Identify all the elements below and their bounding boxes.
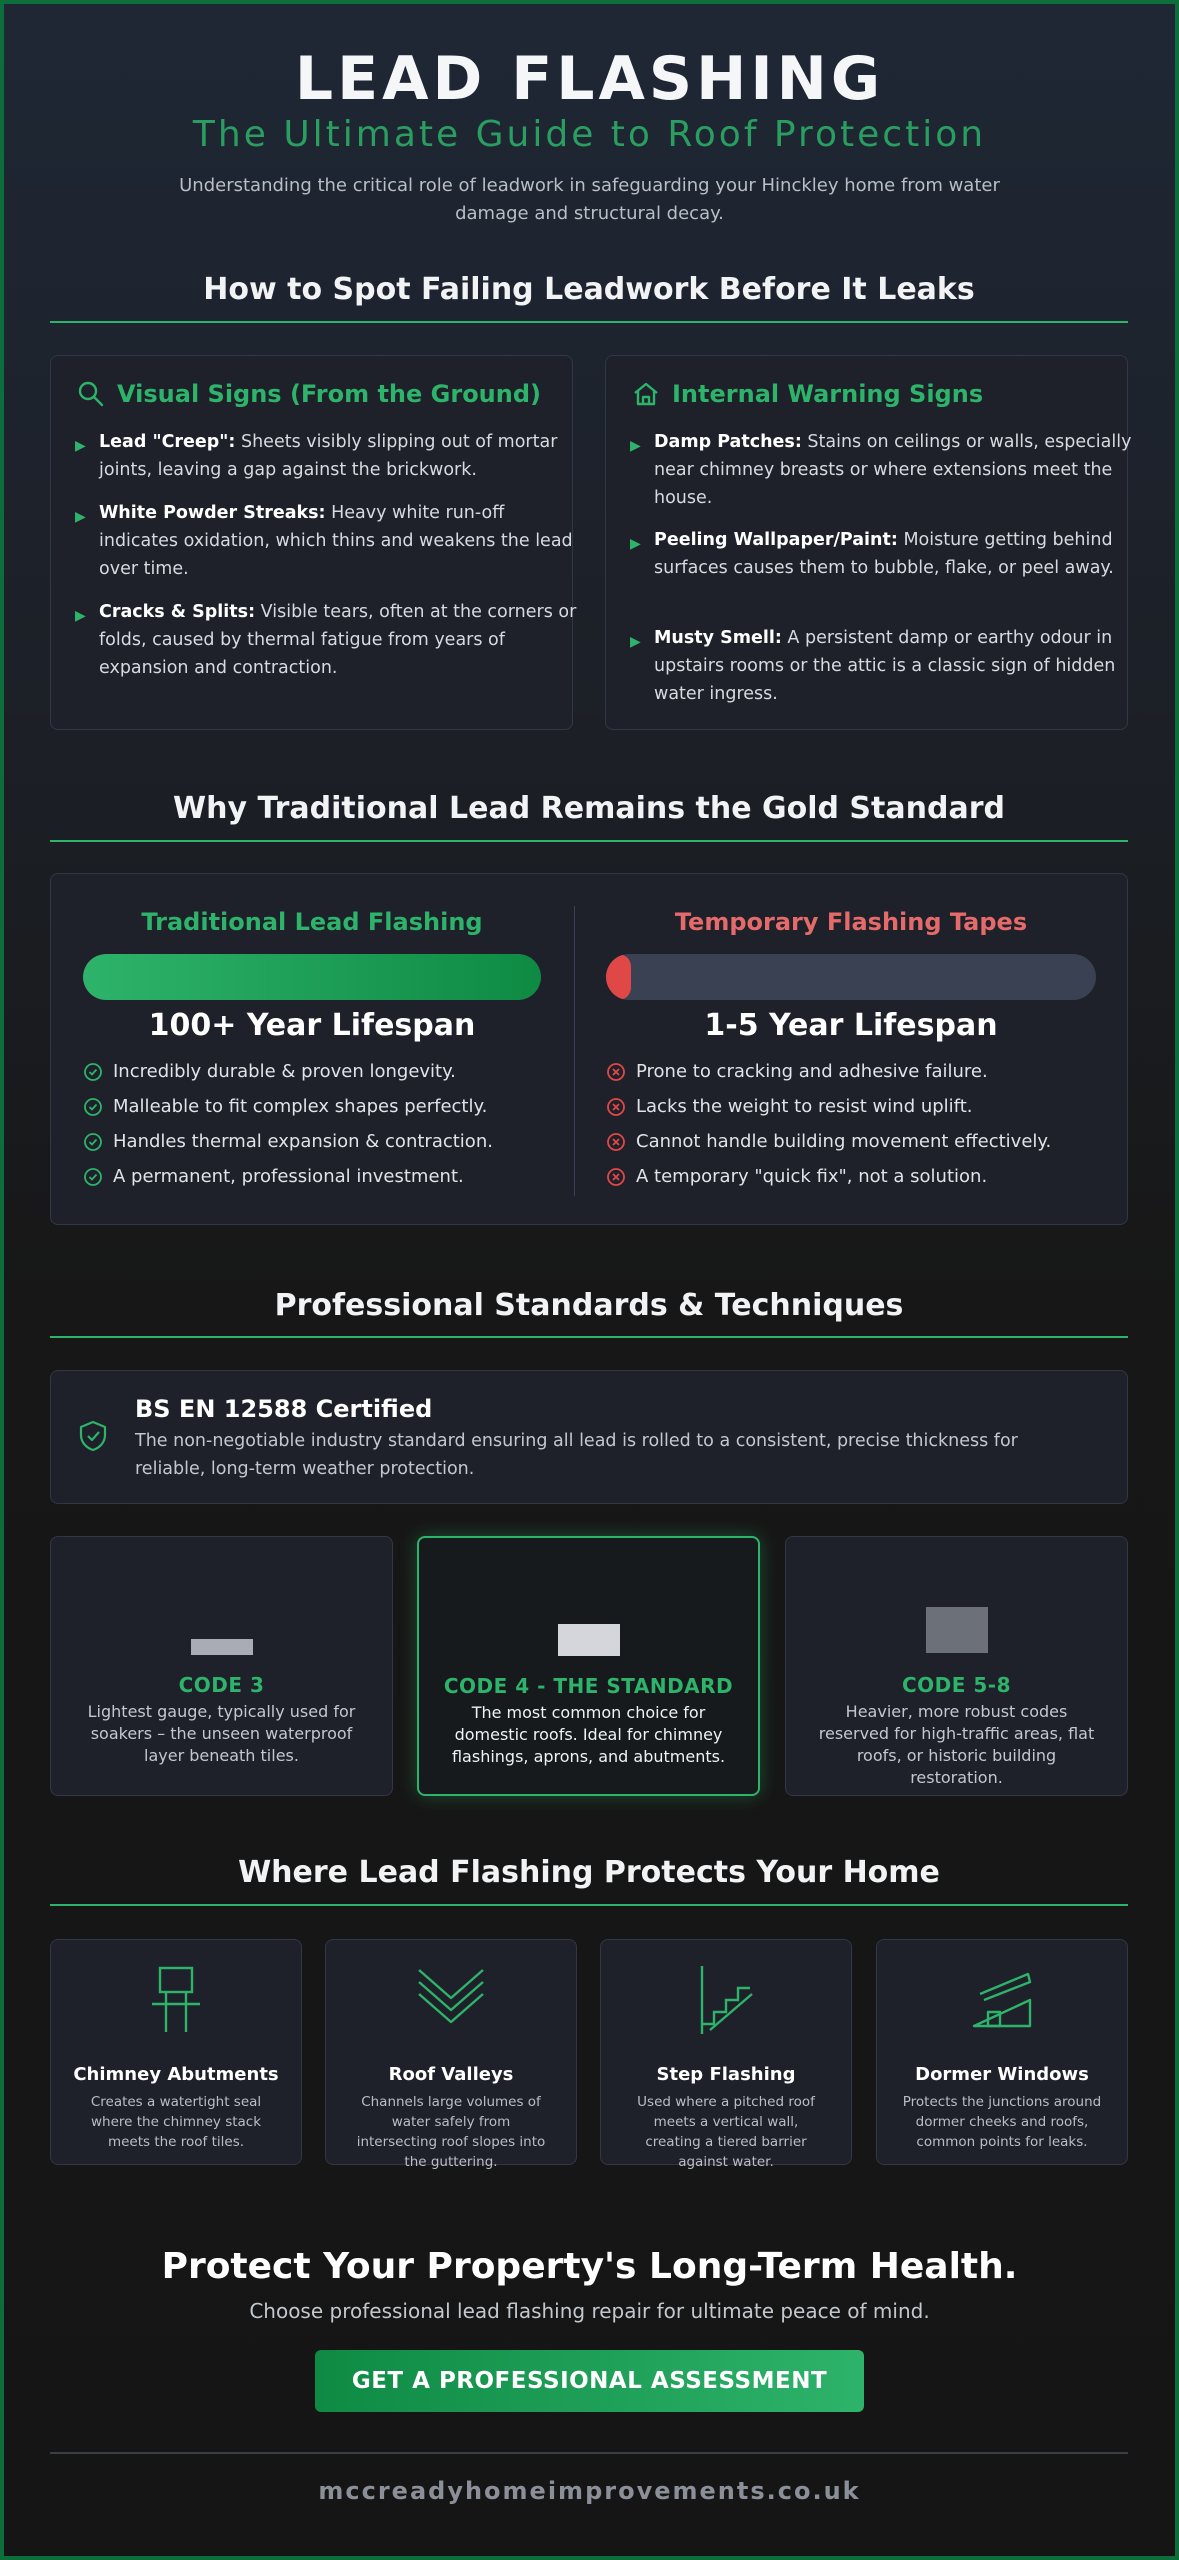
area-title: Roof Valleys [388,2064,514,2085]
traditional-feature: Handles thermal expansion & contraction. [83,1131,493,1152]
tapes-lifespan-fill [606,954,631,1000]
comparison-card [50,873,1128,1225]
list-item: White Powder Streaks: Heavy white run-off indicates oxidation, which thins and weakens the lead over time. [99,503,573,579]
list-item: Lead "Creep": Sheets visibly slipping out of mortar joints, leaving a gap against the brickwork. [99,432,558,480]
section-divider [50,840,1128,842]
list-item: Cracks & Splits: Visible tears, often at the corners or folds, caused by thermal fatigue from years of expansion and contraction. [99,602,577,678]
footer-website-link[interactable]: mccreadyhomeimprovements.co.uk [318,2477,861,2505]
chimney-icon [150,1964,202,2036]
check-circle-icon [83,1097,103,1117]
section-title-protects: Where Lead Flashing Protects Your Home [238,1855,940,1890]
x-circle-icon [606,1132,626,1152]
code-description: Lightest gauge, typically used for soakers – the unseen waterproof layer beneath tiles. [87,1702,356,1765]
code-title: CODE 4 - THE STANDARD [443,1674,734,1698]
bullet-icon: ▶ [630,634,641,650]
tapes-feature: Lacks the weight to resist wind uplift. [606,1096,972,1117]
section-divider [50,1904,1128,1906]
certification-text: The non-negotiable industry standard ensuring all lead is rolled to a consistent, precise thickness for reliable, long-term weather protection. [135,1431,1018,1479]
area-title: Step Flashing [656,2064,796,2085]
area-card [876,1939,1128,2165]
lead-sheet-icon [558,1624,620,1656]
page-description: Understanding the critical role of leadwork in safeguarding your Hinckley home from water damage and structural decay. [179,175,1000,224]
visual-signs-card [50,355,577,730]
dormer-window-icon [970,1964,1034,2036]
tapes-lifespan: 1-5 Year Lifespan [704,1008,998,1043]
traditional-feature: Incredibly durable & proven longevity. [83,1061,456,1082]
footer-divider [50,2452,1128,2454]
list-item: Damp Patches: Stains on ceilings or walls, especially near chimney breasts or where extensions meet the house. [654,432,1132,508]
assessment-button[interactable]: GET A PROFESSIONAL ASSESSMENT [315,2350,864,2412]
traditional-heading: Traditional Lead Flashing [141,908,483,936]
area-title: Chimney Abutments [73,2064,279,2085]
section-divider [50,321,1128,323]
section-title-standards: Professional Standards & Techniques [274,1288,904,1323]
bullet-icon: ▶ [75,438,86,454]
bullet-icon: ▶ [630,536,641,552]
area-description: Protects the junctions around dormer cheeks and roofs, common points for leaks. [902,2094,1102,2150]
code-description: The most common choice for domestic roofs. Ideal for chimney flashings, aprons, and abutments. [451,1703,726,1766]
section-divider [50,1336,1128,1338]
section-title-comparison: Why Traditional Lead Remains the Gold Standard [173,791,1005,826]
cta-subtitle: Choose professional lead flashing repair for ultimate peace of mind. [249,2299,930,2323]
x-circle-icon [606,1167,626,1187]
list-item: Musty Smell: A persistent damp or earthy odour in upstairs rooms or the attic is a classic sign of hidden water ingress. [654,628,1116,704]
step-flashing-icon [696,1964,756,2036]
bullet-icon: ▶ [75,509,86,525]
area-card [325,1939,577,2170]
x-circle-icon [606,1097,626,1117]
traditional-feature: Malleable to fit complex shapes perfectly. [83,1096,487,1117]
roof-valley-icon [415,1964,487,2036]
shield-check-icon [77,1419,109,1453]
tapes-heading: Temporary Flashing Tapes [674,908,1028,936]
bullet-icon: ▶ [75,608,86,624]
x-circle-icon [606,1062,626,1082]
area-title: Dormer Windows [915,2064,1089,2085]
code-title: CODE 3 [178,1673,265,1697]
cta-title: Protect Your Property's Long-Term Health. [161,2246,1018,2287]
tapes-feature: Cannot handle building movement effectively. [606,1131,1051,1152]
page-subtitle: The Ultimate Guide to Roof Protection [192,114,987,155]
traditional-lifespan-fill [83,954,541,1000]
traditional-lifespan: 100+ Year Lifespan [148,1008,476,1043]
list-item: Peeling Wallpaper/Paint: Moisture getting behind surfaces causes them to bubble, flake, or peel away. [654,530,1114,578]
check-circle-icon [83,1167,103,1187]
area-description: Used where a pitched roof meets a vertical wall, creating a tiered barrier against water. [637,2094,815,2170]
code-card [785,1536,1128,1796]
area-card [50,1939,302,2165]
internal-signs-card [605,355,1132,730]
certification-card [50,1370,1128,1504]
lead-sheet-icon [191,1639,253,1655]
area-card [600,1939,852,2170]
column-divider [574,906,575,1196]
certification-heading: BS EN 12588 Certified [135,1395,433,1423]
area-description: Creates a watertight seal where the chimney stack meets the roof tiles. [90,2094,262,2150]
traditional-lifespan-bar [83,954,541,1000]
internal-signs-heading [632,380,983,408]
lead-sheet-icon [926,1607,988,1653]
code-card-featured [417,1536,760,1796]
tapes-lifespan-bar [606,954,1096,1000]
check-circle-icon [83,1062,103,1082]
section-title-spot: How to Spot Failing Leadwork Before It Leaks [203,272,975,307]
check-circle-icon [83,1132,103,1152]
search-icon [77,380,105,408]
traditional-feature: A permanent, professional investment. [83,1166,464,1187]
internal-signs-heading-text: Internal Warning Signs [672,380,984,408]
page-title: LEAD FLASHING [294,44,885,114]
visual-signs-heading-text: Visual Signs (From the Ground) [117,380,541,408]
house-icon [632,380,660,408]
code-card [50,1536,393,1796]
code-description: Heavier, more robust codes reserved for high-traffic areas, flat roofs, or historic building restoration. [818,1702,1095,1787]
area-description: Channels large volumes of water safely from intersecting roof slopes into the guttering. [356,2094,546,2170]
tapes-feature: Prone to cracking and adhesive failure. [606,1061,988,1082]
tapes-feature: A temporary "quick fix", not a solution. [606,1166,987,1187]
code-title: CODE 5-8 [901,1673,1012,1697]
bullet-icon: ▶ [630,438,641,454]
visual-signs-heading [77,380,541,408]
